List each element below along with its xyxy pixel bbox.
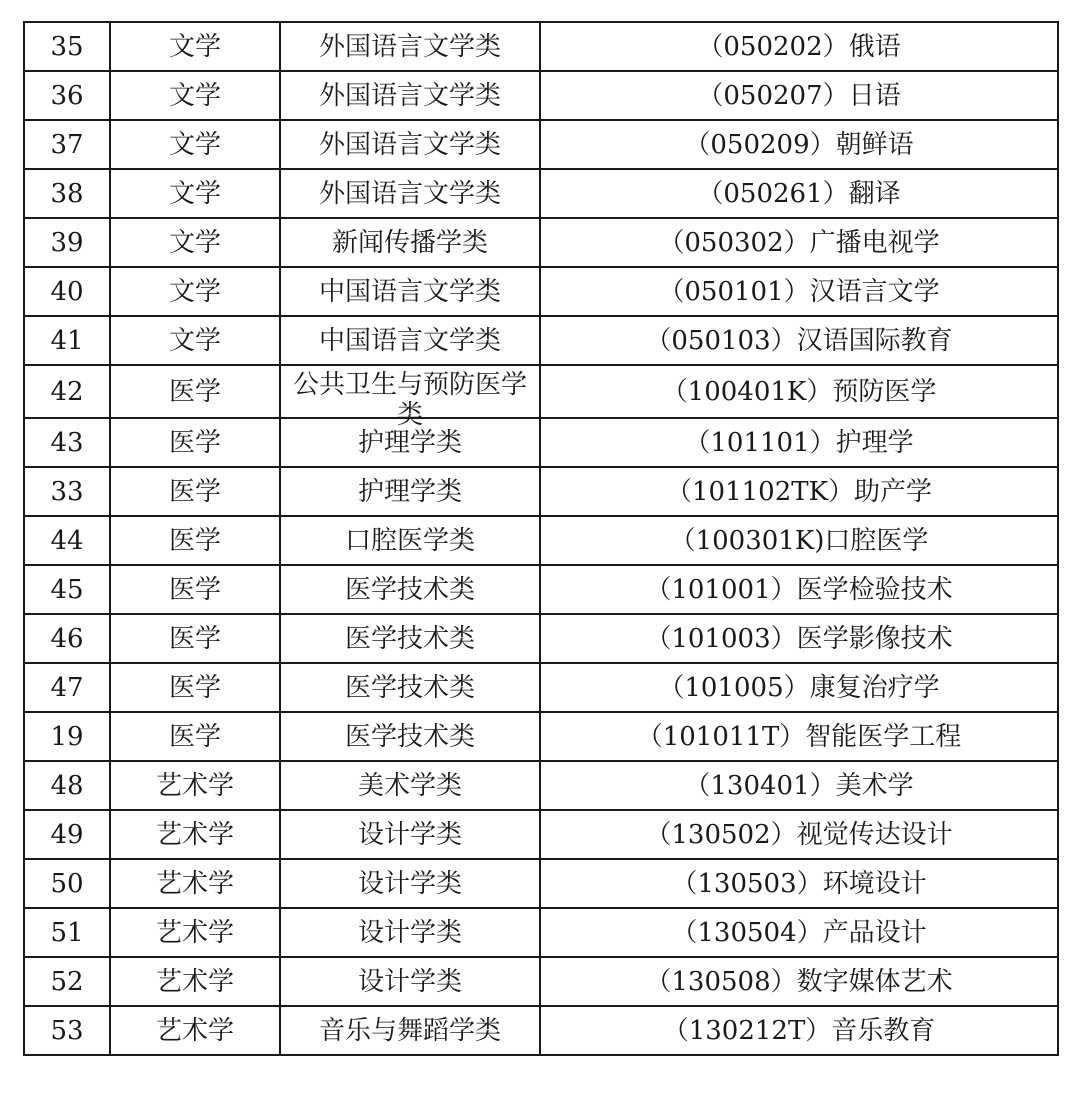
discipline-category: 医学 [110,516,280,565]
major-class: 中国语言文学类 [280,316,540,365]
major-name: （050103）汉语国际教育 [540,316,1058,365]
table-row [24,516,1058,565]
major-class-text: 公共卫生与预防医学类 [292,370,527,430]
major-class: 新闻传播学类 [280,218,540,267]
major-name: （050209）朝鲜语 [540,120,1058,169]
row-number: 36 [24,71,110,120]
discipline-category: 文学 [110,316,280,365]
major-name: （100401K）预防医学 [540,365,1058,418]
discipline-category: 艺术学 [110,810,280,859]
table-row [24,565,1058,614]
discipline-category: 文学 [110,120,280,169]
major-table-body [24,22,1058,1055]
discipline-category: 艺术学 [110,1006,280,1055]
major-class: 护理学类 [280,418,540,467]
major-class: 中国语言文学类 [280,267,540,316]
row-number: 41 [24,316,110,365]
discipline-category: 艺术学 [110,957,280,1006]
row-number: 52 [24,957,110,1006]
major-class: 口腔医学类 [280,516,540,565]
major-class [280,365,540,430]
row-number: 43 [24,418,110,467]
row-number: 53 [24,1006,110,1055]
discipline-category: 医学 [110,565,280,614]
row-number: 42 [24,365,110,418]
table-row [24,267,1058,316]
table-row [24,71,1058,120]
table-row [24,614,1058,663]
major-class: 音乐与舞蹈学类 [280,1006,540,1055]
major-name: （050302）广播电视学 [540,218,1058,267]
discipline-category: 艺术学 [110,859,280,908]
major-name: （100301K)口腔医学 [540,516,1058,565]
table-row [24,810,1058,859]
major-name: （130503）环境设计 [540,859,1058,908]
row-number: 46 [24,614,110,663]
discipline-category: 文学 [110,169,280,218]
major-name: （101003）医学影像技术 [540,614,1058,663]
major-class: 医学技术类 [280,712,540,761]
major-name: （101005）康复治疗学 [540,663,1058,712]
row-number: 45 [24,565,110,614]
table-row [24,859,1058,908]
table-row [24,1006,1058,1055]
discipline-category: 文学 [110,71,280,120]
major-class: 设计学类 [280,957,540,1006]
row-number: 47 [24,663,110,712]
discipline-category: 文学 [110,218,280,267]
discipline-category: 医学 [110,467,280,516]
major-name: （050101）汉语言文学 [540,267,1058,316]
discipline-category: 文学 [110,267,280,316]
discipline-category: 医学 [110,365,280,418]
discipline-category: 医学 [110,663,280,712]
major-class: 设计学类 [280,859,540,908]
major-name: （101001）医学检验技术 [540,565,1058,614]
row-number: 44 [24,516,110,565]
row-number: 33 [24,467,110,516]
row-number: 51 [24,908,110,957]
major-name: （101011T）智能医学工程 [540,712,1058,761]
major-class: 外国语言文学类 [280,120,540,169]
row-number: 48 [24,761,110,810]
discipline-category: 医学 [110,712,280,761]
row-number: 49 [24,810,110,859]
table-row [24,120,1058,169]
major-class: 设计学类 [280,908,540,957]
major-name: （130508）数字媒体艺术 [540,957,1058,1006]
major-table [23,21,1059,1056]
table-row [24,169,1058,218]
row-number: 37 [24,120,110,169]
major-name: （130401）美术学 [540,761,1058,810]
table-row [24,712,1058,761]
table-row [24,365,1058,418]
discipline-category: 文学 [110,22,280,71]
table-row [24,218,1058,267]
row-number: 40 [24,267,110,316]
major-name: （101102TK）助产学 [540,467,1058,516]
table-row [24,908,1058,957]
major-name: （050261）翻译 [540,169,1058,218]
major-class: 医学技术类 [280,663,540,712]
discipline-category: 艺术学 [110,908,280,957]
major-class: 外国语言文学类 [280,71,540,120]
major-table-container [23,21,1057,1056]
row-number: 39 [24,218,110,267]
discipline-category: 医学 [110,418,280,467]
major-name: （130502）视觉传达设计 [540,810,1058,859]
table-row [24,316,1058,365]
major-class: 美术学类 [280,761,540,810]
discipline-category: 医学 [110,614,280,663]
major-class: 设计学类 [280,810,540,859]
row-number: 38 [24,169,110,218]
table-row [24,957,1058,1006]
major-class: 医学技术类 [280,565,540,614]
table-row [24,467,1058,516]
major-class: 外国语言文学类 [280,169,540,218]
table-row [24,663,1058,712]
major-name: （050207）日语 [540,71,1058,120]
major-name: （130504）产品设计 [540,908,1058,957]
table-row [24,22,1058,71]
row-number: 19 [24,712,110,761]
major-name: （130212T）音乐教育 [540,1006,1058,1055]
table-row [24,761,1058,810]
discipline-category: 艺术学 [110,761,280,810]
row-number: 35 [24,22,110,71]
major-class: 护理学类 [280,467,540,516]
major-class: 医学技术类 [280,614,540,663]
major-name: （101101）护理学 [540,418,1058,467]
major-name: （050202）俄语 [540,22,1058,71]
table-row [24,418,1058,467]
row-number: 50 [24,859,110,908]
major-class: 外国语言文学类 [280,22,540,71]
